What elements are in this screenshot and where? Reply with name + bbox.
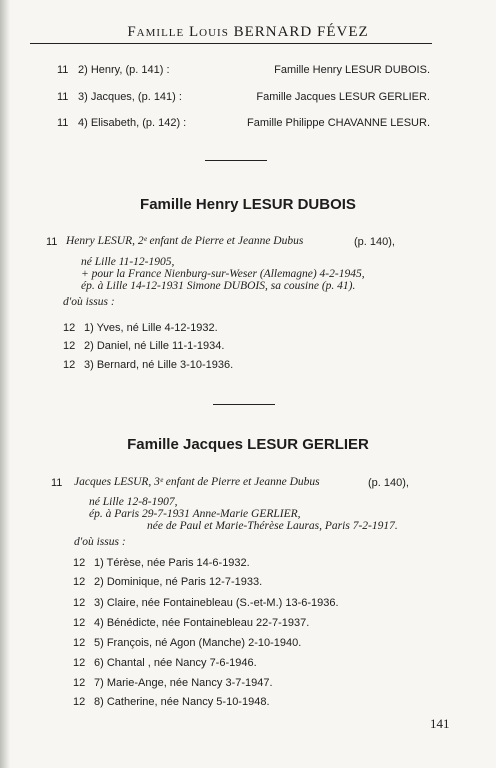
- child-gen: 12: [63, 340, 76, 352]
- child-text: 8) Catherine, née Nancy 5-10-1948.: [94, 696, 270, 708]
- entry-intro-page: (p. 140),: [368, 477, 409, 489]
- page-number: 141: [430, 716, 450, 731]
- entry-line: ép. à Paris 29-7-1931 Anne-Marie GERLIER,: [89, 508, 301, 520]
- section-divider: [205, 160, 267, 161]
- child-gen: 12: [73, 576, 86, 588]
- issue-label: d'où issus :: [74, 536, 126, 548]
- running-title-name: BERNARD FÉVEZ: [233, 24, 369, 40]
- entry-line: né Lille 11-12-1905,: [81, 256, 175, 268]
- child-gen: 12: [73, 637, 86, 649]
- entry-line: + pour la France Nienburg-sur-Weser (Allemagne) 4-2-1945,: [81, 268, 365, 280]
- summary-row-gen: 11: [57, 117, 69, 129]
- header-rule: [30, 43, 432, 44]
- summary-row-family: Famille Philippe CHAVANNE LESUR.: [247, 117, 430, 129]
- child-text: 1) Yves, né Lille 4-12-1932.: [84, 322, 218, 334]
- summary-row-label: 2) Henry, (p. 141) :: [78, 64, 170, 76]
- child-text: 5) François, né Agon (Manche) 2-10-1940.: [94, 637, 302, 649]
- page-edge-shadow: [0, 0, 10, 768]
- entry-line: né Lille 12-8-1907,: [89, 496, 178, 508]
- summary-row-label: 3) Jacques, (p. 141) :: [78, 91, 182, 103]
- child-text: 4) Bénédicte, née Fontainebleau 22-7-1937.: [94, 617, 310, 629]
- summary-row-gen: 11: [57, 91, 69, 103]
- child-gen: 12: [63, 359, 76, 371]
- child-text: 2) Daniel, né Lille 11-1-1934.: [84, 340, 225, 352]
- entry-line: née de Paul et Marie-Thérèse Lauras, Paris 7-2-1917.: [147, 520, 398, 532]
- summary-row-family: Famille Henry LESUR DUBOIS.: [274, 64, 430, 76]
- child-text: 1) Térèse, née Paris 14-6-1932.: [94, 557, 250, 569]
- entry-gen: 11: [51, 477, 63, 489]
- issue-label: d'où issus :: [63, 296, 115, 308]
- summary-row-gen: 11: [57, 64, 69, 76]
- child-gen: 12: [63, 322, 76, 334]
- running-title-prefix: Famille Louis: [127, 24, 229, 40]
- summary-row-label: 4) Elisabeth, (p. 142) :: [78, 117, 187, 129]
- child-gen: 12: [73, 617, 86, 629]
- entry-intro: Henry LESUR, 2ᵉ enfant de Pierre et Jeanne Dubus: [66, 235, 304, 247]
- child-gen: 12: [73, 597, 86, 609]
- child-gen: 12: [73, 657, 86, 669]
- child-text: 7) Marie-Ange, née Nancy 3-7-1947.: [94, 677, 273, 689]
- section-title-henry: Famille Henry LESUR DUBOIS: [140, 196, 356, 213]
- entry-intro-page: (p. 140),: [354, 236, 395, 248]
- entry-intro: Jacques LESUR, 3ᵉ enfant de Pierre et Jeanne Dubus: [74, 476, 320, 488]
- entry-gen: 11: [46, 236, 58, 248]
- child-gen: 12: [73, 557, 86, 569]
- child-text: 6) Chantal , née Nancy 7-6-1946.: [94, 657, 257, 669]
- running-title: [0, 24, 496, 41]
- section-title-jacques: Famille Jacques LESUR GERLIER: [127, 436, 369, 453]
- summary-row-family: Famille Jacques LESUR GERLIER.: [256, 91, 430, 103]
- child-gen: 12: [73, 677, 86, 689]
- child-text: 3) Bernard, né Lille 3-10-1936.: [84, 359, 234, 371]
- child-gen: 12: [73, 696, 86, 708]
- child-text: 2) Dominique, né Paris 12-7-1933.: [94, 576, 263, 588]
- entry-line: ép. à Lille 14-12-1931 Simone DUBOIS, sa cousine (p. 41).: [81, 280, 356, 292]
- child-text: 3) Claire, née Fontainebleau (S.-et-M.) 13-6-1936.: [94, 597, 339, 609]
- section-divider: [213, 404, 275, 405]
